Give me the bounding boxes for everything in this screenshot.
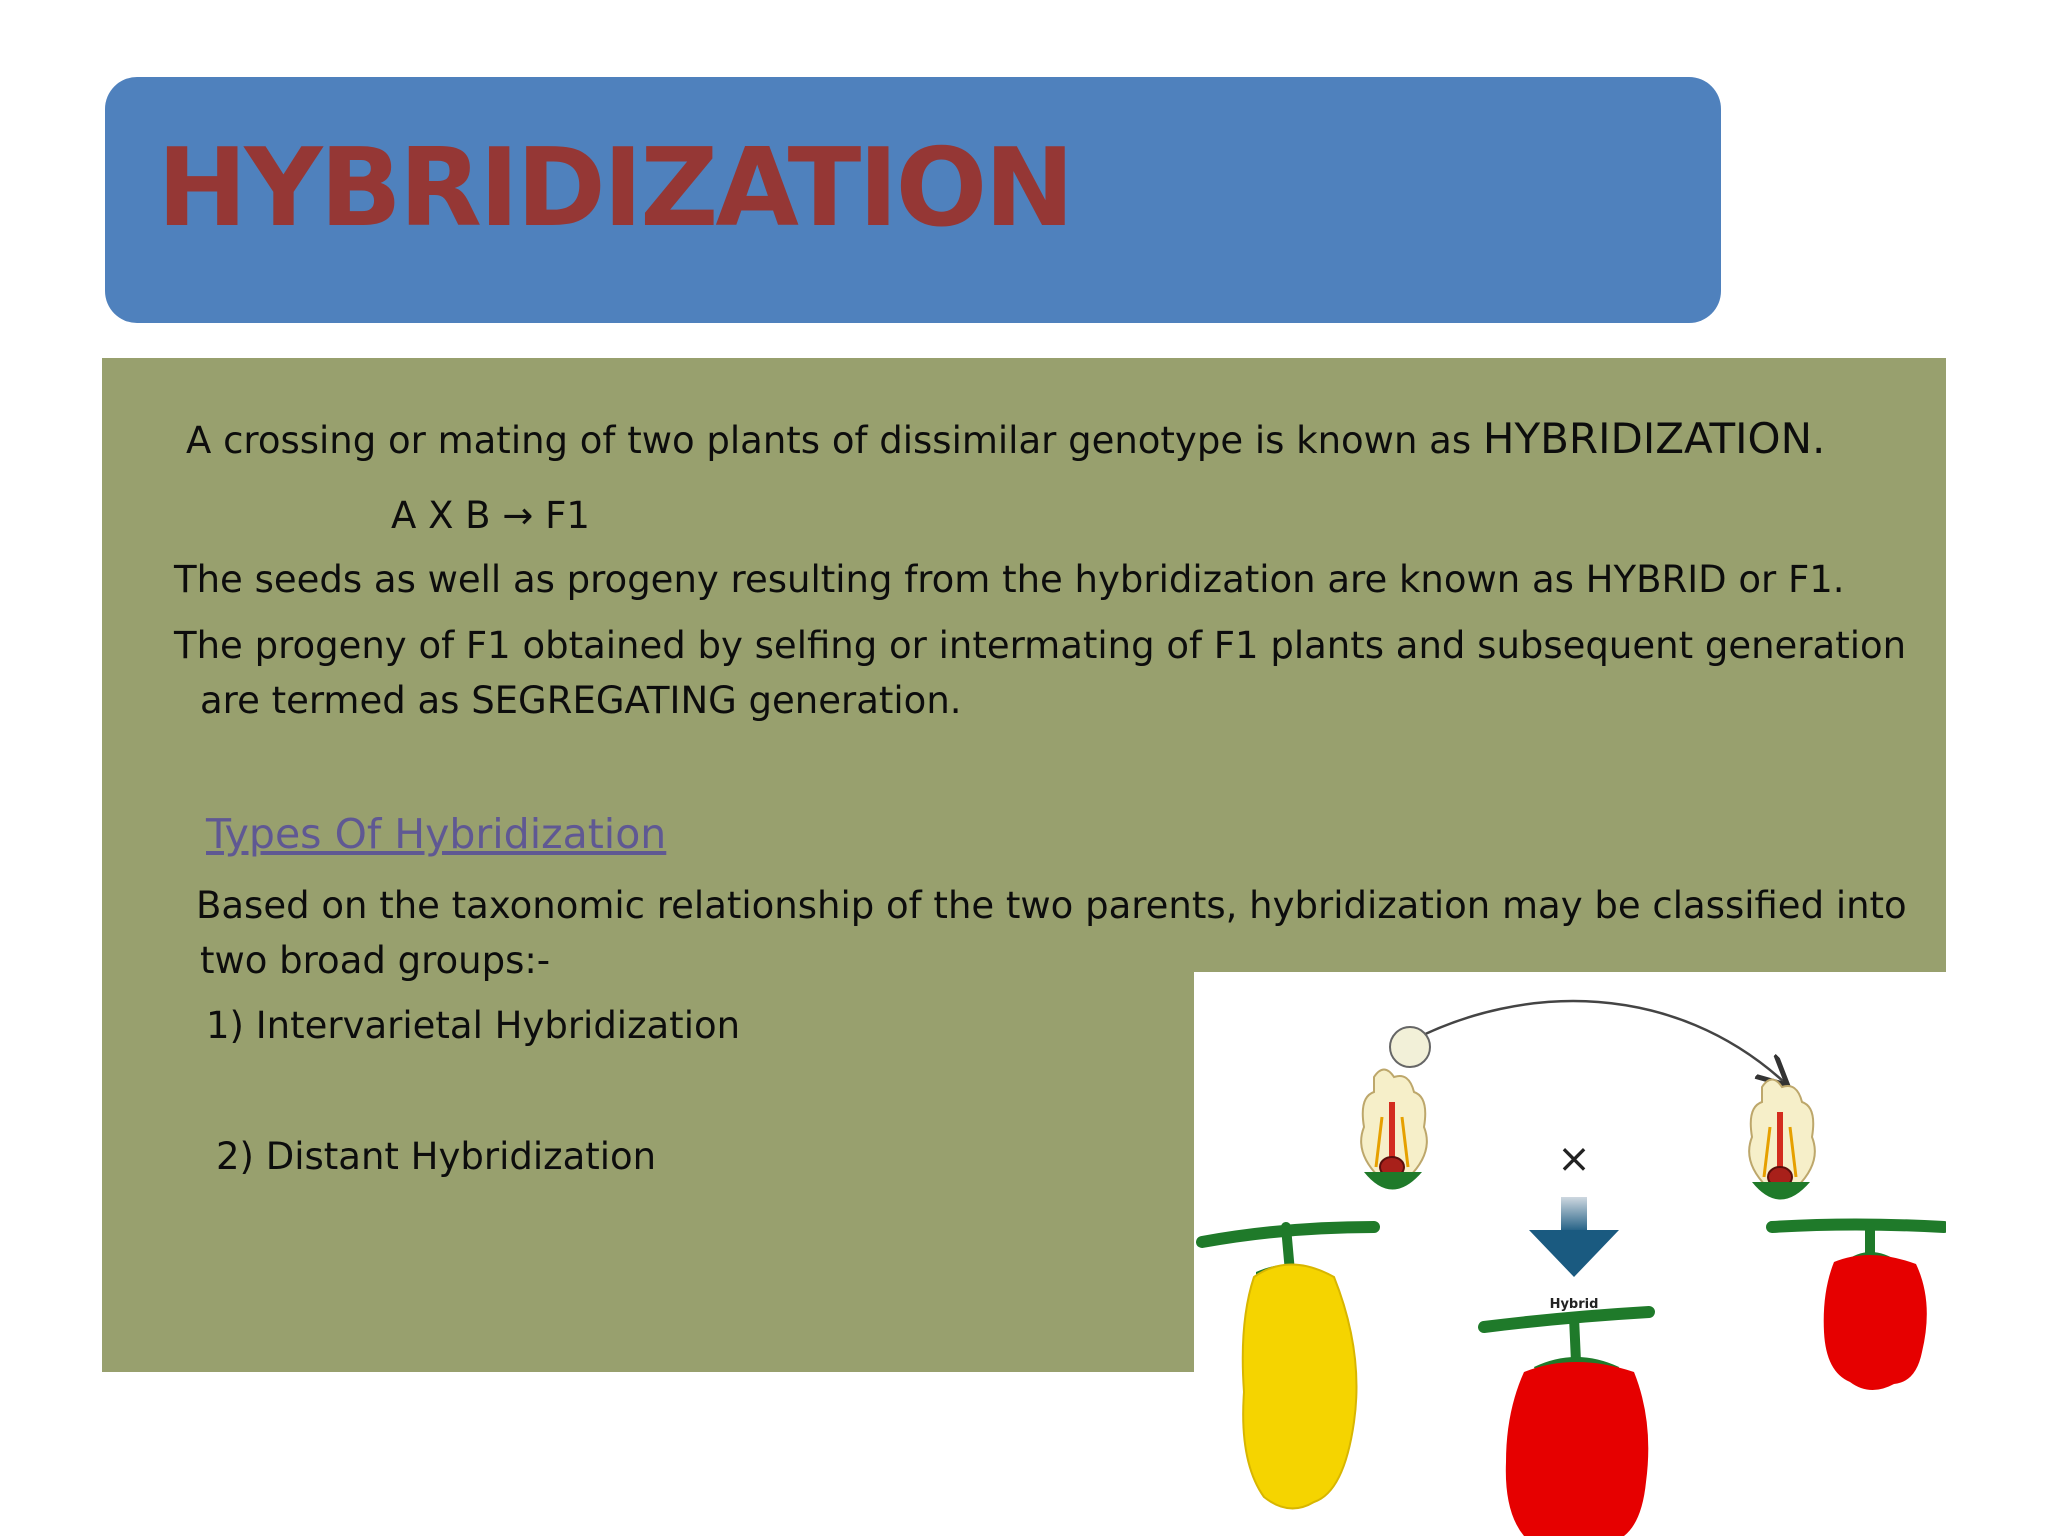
hybrid-label: Hybrid <box>1549 1297 1599 1312</box>
pollen-transfer-arrow <box>1409 1001 1784 1082</box>
segregating-line-1: The progeny of F1 obtained by selfing or intermating of F1 plants and subsequent generation <box>174 624 1907 667</box>
red-pepper-right-icon <box>1824 1255 1927 1390</box>
pepper-cross-diagram <box>1194 972 1946 1536</box>
definition-line <box>186 416 1825 462</box>
left-flower-icon <box>1361 1070 1427 1190</box>
hybrid-arrow-icon <box>1529 1197 1619 1277</box>
hybrid-definition: The seeds as well as progeny resulting from the hybridization are known as HYBRID or F1. <box>174 558 1845 601</box>
types-intro-1: Based on the taxonomic relationship of the two parents, hybridization may be classified into <box>196 884 1907 927</box>
hybridization-illustration <box>1194 972 1946 1536</box>
type-item-1: 1) Intervarietal Hybridization <box>206 1004 741 1047</box>
definition-term: HYBRIDIZATION. <box>1482 414 1826 463</box>
pollen-grain-icon <box>1390 1027 1430 1067</box>
cross-symbol-icon: × <box>1557 1136 1591 1182</box>
title-banner <box>105 77 1721 323</box>
slide-title: HYBRIDIZATION <box>157 126 1072 251</box>
red-pepper-hybrid-icon <box>1506 1362 1648 1536</box>
right-flower-icon <box>1749 1080 1815 1200</box>
yellow-pepper-icon <box>1243 1265 1357 1509</box>
segregating-line-2: are termed as SEGREGATING generation. <box>200 679 962 722</box>
middle-branch <box>1484 1312 1649 1327</box>
right-branch <box>1772 1225 1944 1228</box>
type-item-2: 2) Distant Hybridization <box>216 1135 657 1178</box>
types-heading-link[interactable]: Types Of Hybridization <box>206 810 667 858</box>
definition-lead: A crossing or mating of two plants of dissimilar genotype is known as <box>186 419 1483 462</box>
types-intro-2: two broad groups:- <box>200 939 551 982</box>
cross-formula: A X B → F1 <box>391 494 590 537</box>
